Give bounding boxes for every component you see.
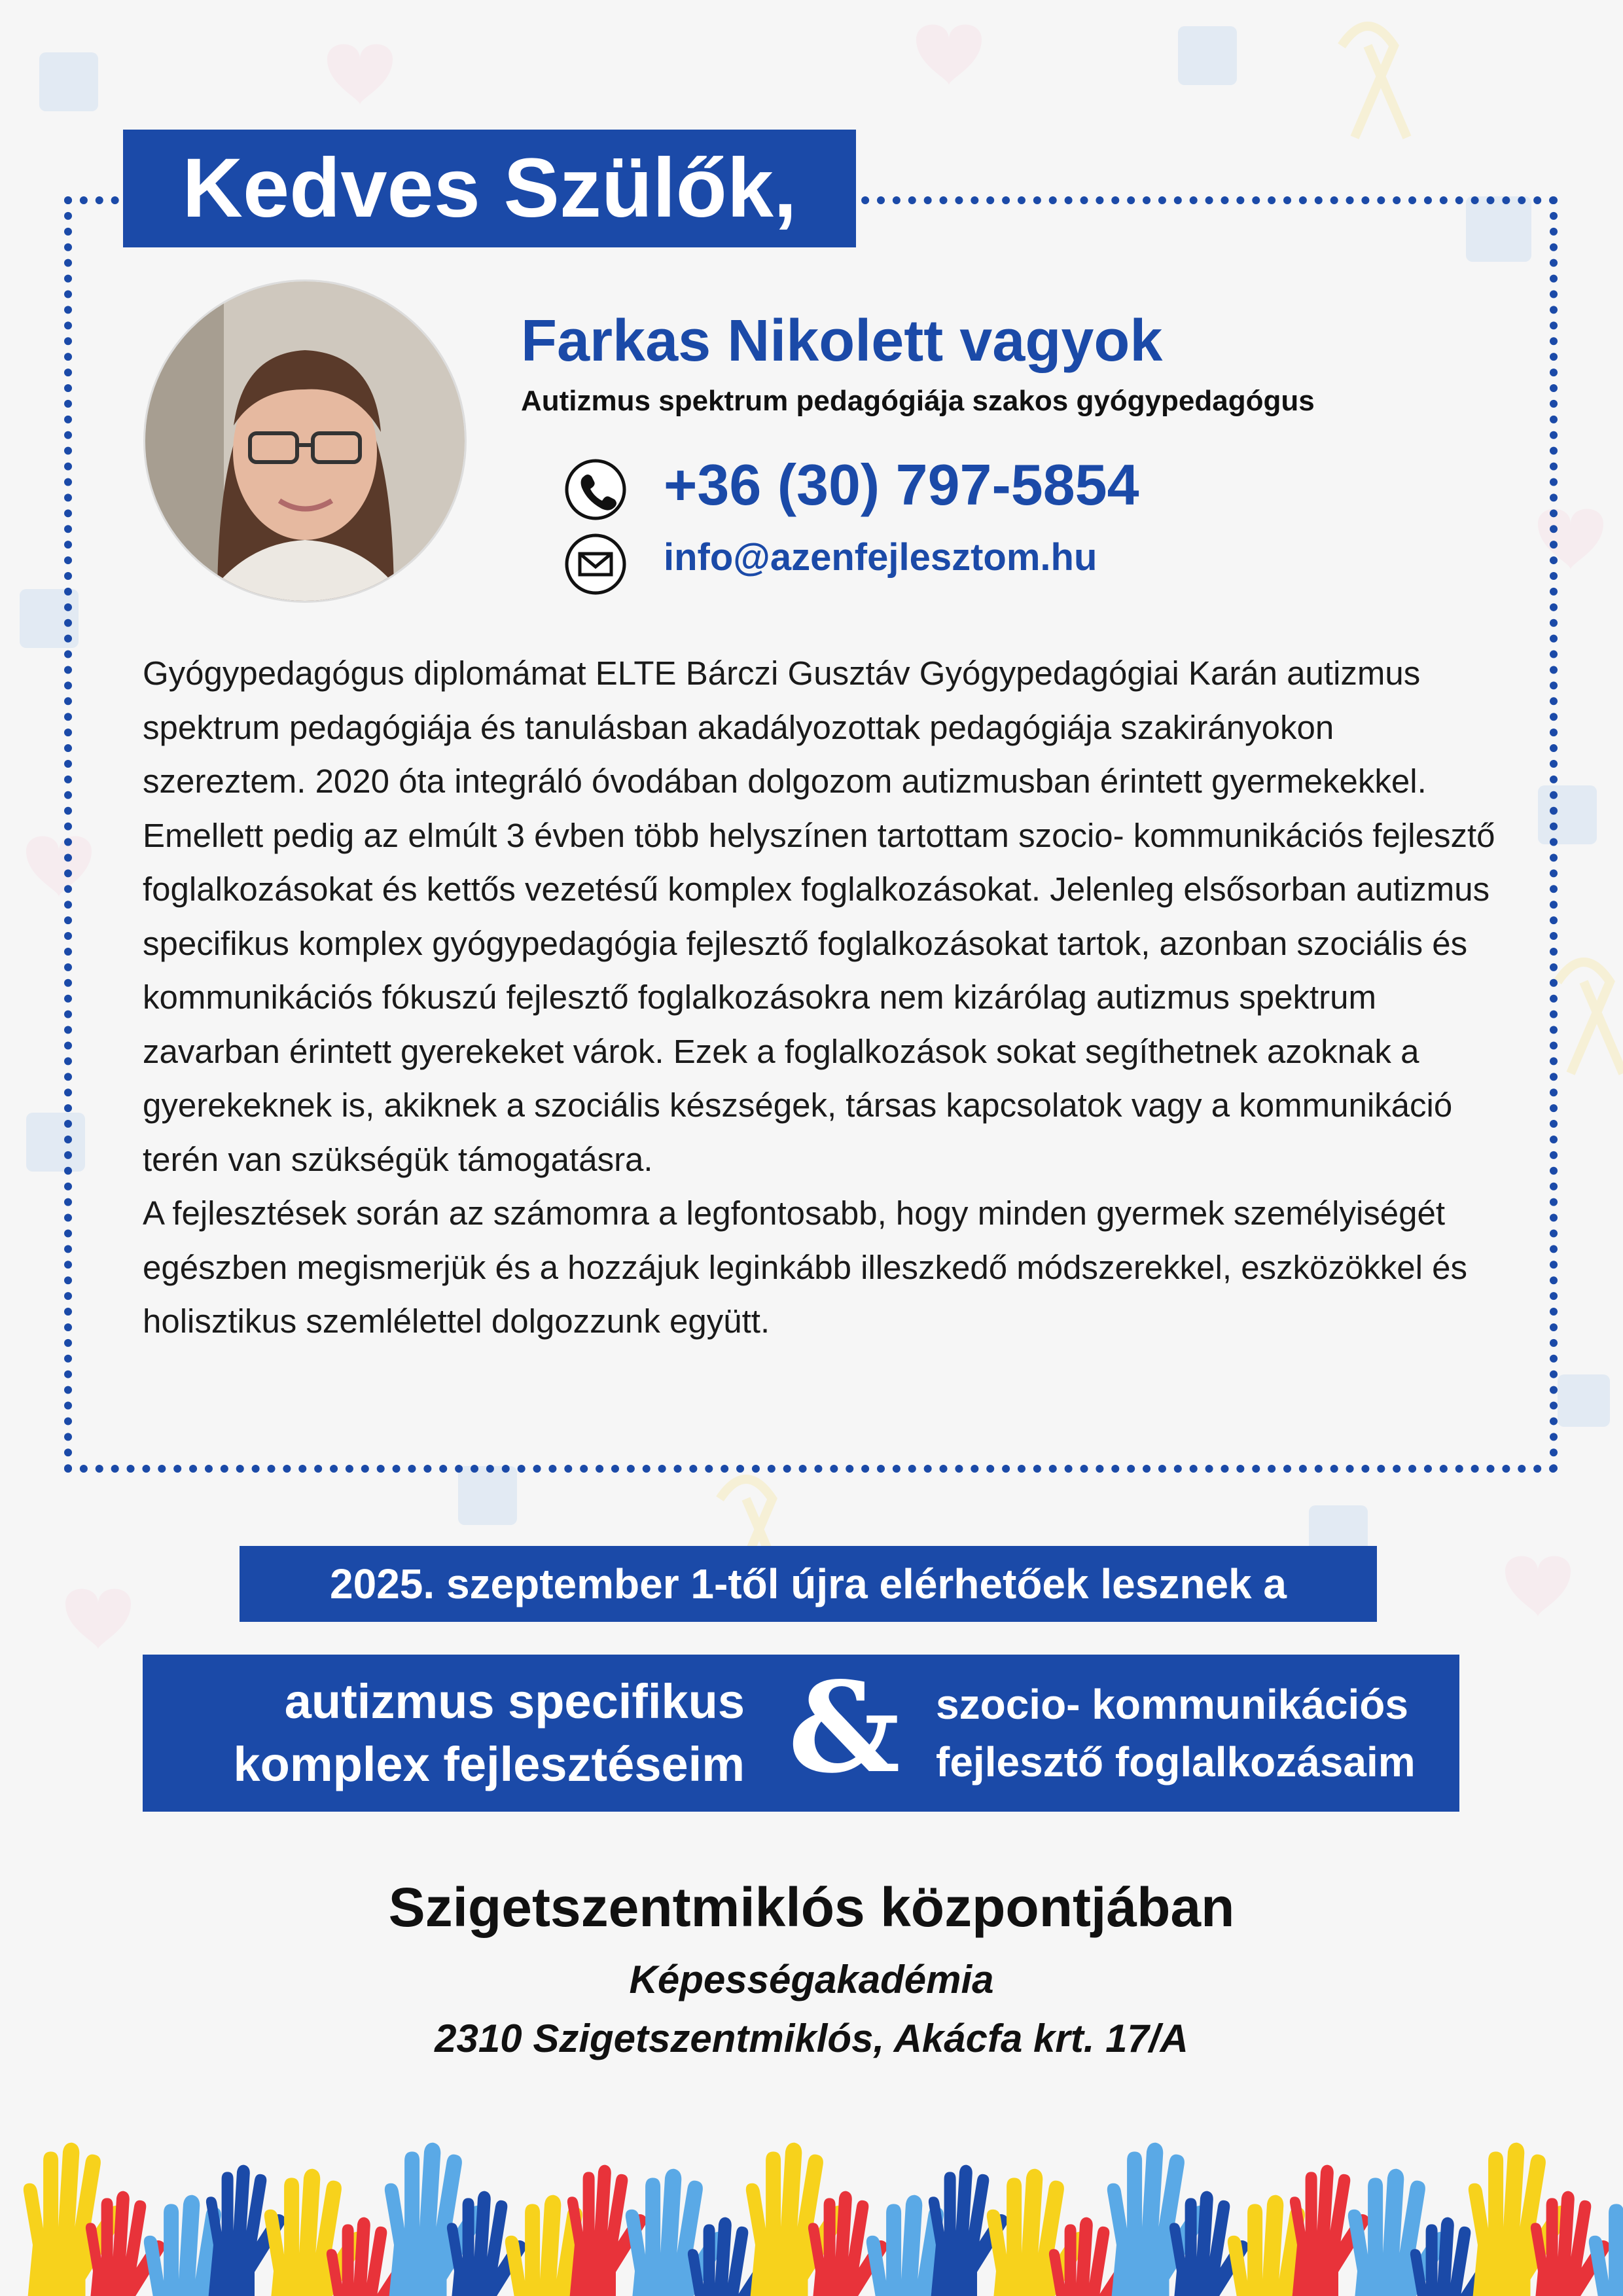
phone-icon bbox=[564, 458, 627, 521]
service-right-line: szocio- kommunikációs bbox=[936, 1681, 1408, 1728]
bio-paragraph: A fejlesztések során az számomra a legfontosabb, hogy minden gyermek személyiségét egészben megismerjük és a hozzájuk leginkább illeszkedő módszerekkel, eszközökkel és holisztikus szemlélettel dolgozzunk együtt. bbox=[143, 1194, 1468, 1340]
venue-name: Képességakadémia bbox=[629, 1958, 994, 2001]
service-right-line: fejlesztő foglalkozásaim bbox=[936, 1738, 1416, 1785]
ampersand: & bbox=[788, 1655, 901, 1801]
service-socio-communication bbox=[936, 1676, 1459, 1791]
portrait-image bbox=[145, 281, 465, 601]
service-left-line: autizmus specifikus bbox=[284, 1674, 745, 1729]
profile-photo bbox=[145, 281, 465, 601]
profile-title: Autizmus spektrum pedagógiája szakos gyógypedagógus bbox=[521, 385, 1315, 417]
service-autism-complex bbox=[143, 1670, 745, 1796]
phone-number[interactable]: +36 (30) 797-5854 bbox=[664, 452, 1139, 517]
bio-text bbox=[143, 647, 1504, 1349]
venue-address: 2310 Szigetszentmiklós, Akácfa krt. 17/A bbox=[435, 2017, 1188, 2060]
location-title: Szigetszentmiklós központjában bbox=[388, 1876, 1235, 1938]
profile-name: Farkas Nikolett vagyok bbox=[521, 308, 1163, 374]
greeting-heading: Kedves Szülők, bbox=[182, 141, 797, 235]
bio-paragraph: Gyógypedagógus diplomámat ELTE Bárczi Gusztáv Gyógypedagógiai Karán autizmus spektrum pedagógiája és tanulásban akadályozottak pedagógiája szakirányokon szereztem. 2020 óta integráló óvodában dolgozom autizmusban érintett gyermekekkel. Emellett pedig az elmúlt 3 évben több helyszínen tartottam szocio- kommunikációs fejlesztő foglalkozásokat és kettős vezetésű komplex foglalkozásokat. Jelenleg elsősorban autizmus specifikus komplex gyógypedagógia fejlesztő foglalkozásokat tartok, azonban szociális és kommunikációs fókuszú fejlesztő foglalkozásokra nem kizárólag autizmus spektrum zavarban érintett gyerekeket várok. Ezek a foglalkozások sokat segíthetnek azoknak a gyerekeknek is, akiknek a szociális készségek, társas kapcsolatok vagy a kommunikáció terén van szükségük támogatásra. bbox=[143, 655, 1495, 1178]
mail-icon bbox=[564, 533, 627, 596]
email-address[interactable]: info@azenfejlesztom.hu bbox=[664, 536, 1097, 579]
availability-text: 2025. szeptember 1-től újra elérhetőek lesznek a bbox=[330, 1560, 1287, 1607]
service-left-line: komplex fejlesztéseim bbox=[233, 1737, 745, 1791]
raised-hands-illustration bbox=[0, 2108, 1623, 2296]
